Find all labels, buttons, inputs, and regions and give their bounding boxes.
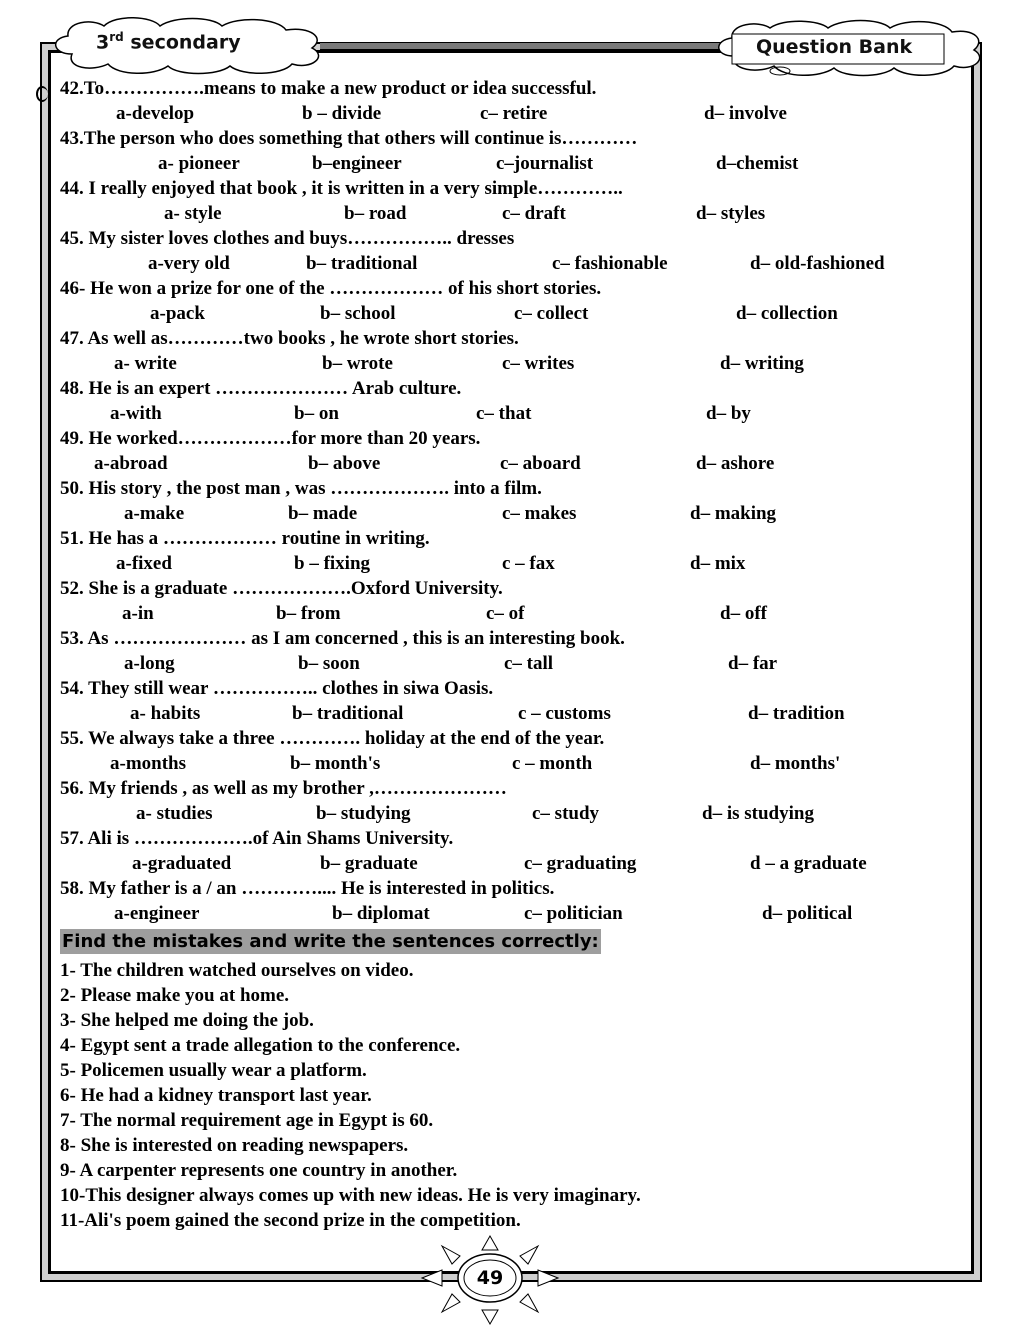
question-stem: 43.The person who does something that others will continue is………… [60,128,638,149]
answer-option: b– wrote [322,353,393,374]
answer-option: b– on [294,403,339,424]
answer-option: b– studying [316,803,411,824]
question-stem: 46- He won a prize for one of the ……………… of his short stories. [60,278,602,299]
answer-option: a-in [122,603,154,624]
answer-option: d–chemist [716,153,799,174]
answer-option: d– months' [750,753,841,774]
answer-option: b– from [276,603,341,624]
answer-option: b– graduate [320,853,418,874]
question-stem: 58. My father is a / an ………….... He is interested in politics. [60,878,555,899]
answer-option: a-abroad [94,453,168,474]
answer-option: c– collect [514,303,589,324]
answer-option: b– traditional [292,703,404,724]
answer-option: d– writing [720,353,804,374]
answer-option: b– school [320,303,396,324]
answer-option: d– off [720,603,767,624]
answer-option: b– diplomat [332,903,430,924]
mistake-sentence: 3- She helped me doing the job. [60,1010,314,1031]
answer-option: b– made [288,503,358,524]
answer-option: b– traditional [306,253,418,274]
answer-option: c– graduating [524,853,637,874]
question-stem: 52. She is a graduate ……………….Oxford University. [60,578,503,599]
mistake-sentence: 11-Ali's poem gained the second prize in the competition. [60,1210,521,1231]
answer-option: c– of [486,603,525,624]
mistakes-list [60,958,641,1233]
question-stem: 51. He has a ……………… routine in writing. [60,528,430,549]
answer-option: b–engineer [312,153,402,174]
question-stem: 55. We always take a three …………. holiday at the end of the year. [60,728,605,749]
answer-option: b – fixing [294,553,371,574]
grade-suffix: rd [109,30,124,44]
answer-option: a-with [110,403,162,424]
answer-option: d– old-fashioned [750,253,885,274]
answer-option: d– mix [690,553,746,574]
question-stem: 48. He is an expert ………………… Arab culture. [60,378,462,399]
question-stem: 56. My friends , as well as my brother ,………………… [60,778,507,799]
answer-option: b– month's [290,753,381,774]
answer-option: d– tradition [748,703,845,724]
answer-option: a- pioneer [158,153,240,174]
answer-option: d – a graduate [750,853,867,874]
answer-option: c– aboard [500,453,581,474]
answer-option: d– is studying [702,803,814,824]
mistake-sentence: 9- A carpenter represents one country in another. [60,1160,458,1181]
question-bank-label: Question Bank [756,36,913,58]
answer-option: a-fixed [116,553,172,574]
bracket-mark-icon [36,86,48,102]
answer-option: c– that [476,403,532,424]
answer-option: d– making [690,503,777,524]
question-stem: 54. They still wear …………….. clothes in siwa Oasis. [60,678,494,699]
question-stem: 45. My sister loves clothes and buys…………….. dresses [60,228,515,249]
mistake-sentence: 7- The normal requirement age in Egypt is 60. [60,1110,434,1131]
answer-option: d– far [728,653,778,674]
answer-option: a-long [124,653,175,674]
answer-option: c – customs [518,703,611,724]
mistake-sentence: 6- He had a kidney transport last year. [60,1085,372,1106]
answer-option: a-engineer [114,903,200,924]
answer-option: c– fashionable [552,253,668,274]
question-stem: 57. Ali is ……………….of Ain Shams University. [60,828,454,849]
question-stem: 49. He worked………………for more than 20 years. [60,428,481,449]
answer-option: b– road [344,203,407,224]
header-rule [320,42,720,50]
answer-option: d– styles [696,203,766,224]
mistake-sentence: 1- The children watched ourselves on video. [60,960,414,981]
section-heading: Find the mistakes and write the sentences correctly: [62,931,599,952]
answer-option: d– by [706,403,751,424]
question-stem: 42.To…………….means to make a new product or idea successful. [60,78,597,99]
answer-option: a- style [164,203,222,224]
answer-option: b– soon [298,653,360,674]
answer-option: d– political [762,903,853,924]
mistake-sentence: 8- She is interested on reading newspapers. [60,1135,409,1156]
grade-label [96,30,241,53]
mistake-sentence: 4- Egypt sent a trade allegation to the conference. [60,1035,461,1056]
question-stem: 47. As well as…………two books , he wrote short stories. [60,328,519,349]
answer-option: c– retire [480,103,548,124]
answer-option: d– involve [704,103,787,124]
answer-option: b– above [308,453,381,474]
answer-option: b – divide [302,103,382,124]
question-stem: 44. I really enjoyed that book , it is written in a very simple………….. [60,178,623,199]
answer-option: c– makes [502,503,577,524]
question-stem: 53. As ………………… as I am concerned , this is an interesting book. [60,628,625,649]
answer-option: c–journalist [496,153,594,174]
grade-word: secondary [130,31,241,54]
question-stem: 50. His story , the post man , was ………………. into a film. [60,478,542,499]
answer-option: a-months [110,753,187,774]
mistake-sentence: 5- Policemen usually wear a platform. [60,1060,367,1081]
answer-option: a-very old [148,253,230,274]
answer-option: c– writes [502,353,575,374]
answer-option: d– ashore [696,453,775,474]
answer-option: a-graduated [132,853,232,874]
answer-option: d– collection [736,303,838,324]
grade-number: 3 [96,31,110,54]
answer-option: c– politician [524,903,623,924]
answer-option: c – fax [502,553,555,574]
answer-option: a- write [114,353,177,374]
answer-option: a-make [124,503,185,524]
answer-option: a- habits [130,703,201,724]
answer-option: c– study [532,803,600,824]
mistake-sentence: 10-This designer always comes up with new ideas. He is very imaginary. [60,1185,641,1206]
answer-option: c– tall [504,653,554,674]
answer-option: a-pack [150,303,205,324]
answer-option: a- studies [136,803,213,824]
answer-option: c – month [512,753,593,774]
mistake-sentence: 2- Please make you at home. [60,985,290,1006]
answer-option: c– draft [502,203,566,224]
answer-option: a-develop [116,103,195,124]
page-number: 49 [476,1267,504,1289]
